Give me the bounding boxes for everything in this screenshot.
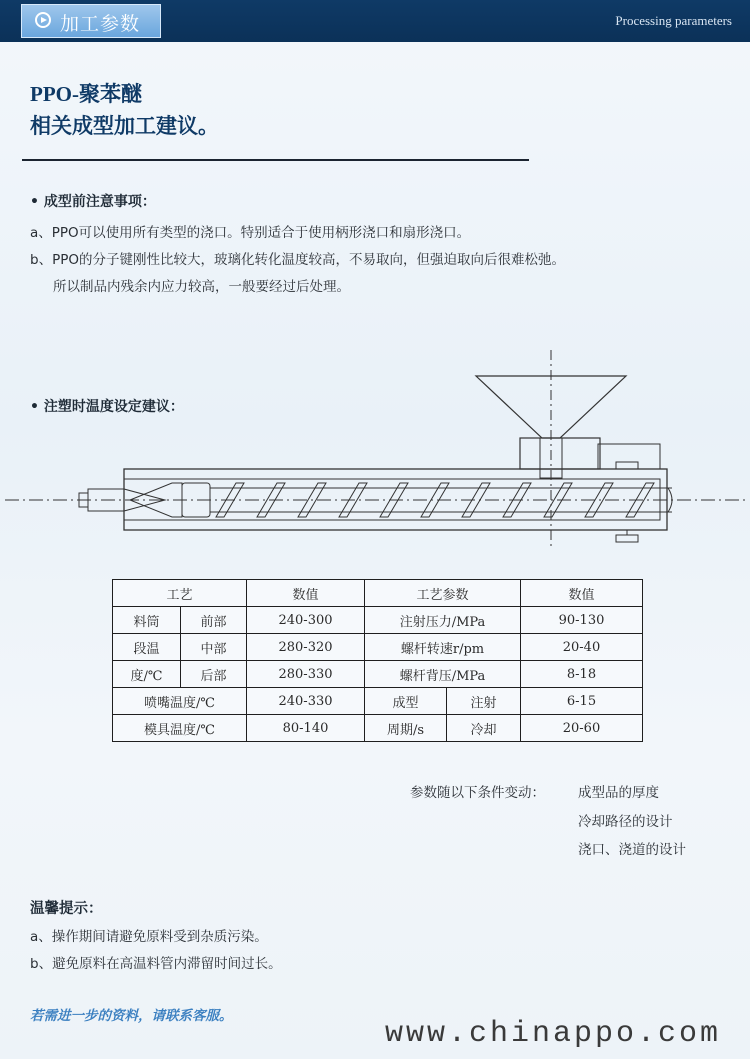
table-cell: 280-330: [247, 661, 365, 688]
precaution-item-b: b、PPO的分子键刚性比较大，玻璃化转化温度较高，不易取向，但强迫取向后很难松弛。: [30, 252, 565, 268]
page-title-line1: PPO-聚苯醚: [30, 82, 142, 106]
table-header-cell: 数值: [247, 580, 365, 607]
table-cell: 注射压力/MPa: [365, 607, 521, 634]
table-cell: 螺杆转速r/pm: [365, 634, 521, 661]
table-cell: 成型: [365, 688, 447, 715]
section-heading-temperature: • 注塑时温度设定建议：: [30, 399, 184, 415]
header-tab: [21, 4, 161, 38]
table-cell: 冷却: [447, 715, 521, 742]
header-bar: [0, 0, 750, 42]
table-cell: 240-300: [247, 607, 365, 634]
table-cell: 螺杆背压/MPa: [365, 661, 521, 688]
table-cell: 模具温度/℃: [113, 715, 247, 742]
play-circle-icon: [35, 12, 51, 28]
table-cell: 喷嘴温度/℃: [113, 688, 247, 715]
table-row: [113, 607, 643, 634]
table-row: [113, 715, 643, 742]
table-row: [113, 688, 643, 715]
table-cell: 前部: [181, 607, 247, 634]
table-header-cell: 工艺参数: [365, 580, 521, 607]
table-cell: 240-330: [247, 688, 365, 715]
table-cell: 段温: [113, 634, 181, 661]
table-header-cell: 数值: [521, 580, 643, 607]
table-cell: 度/℃: [113, 661, 181, 688]
table-header-row: [113, 580, 643, 607]
table-cell: 280-320: [247, 634, 365, 661]
table-cell: 90-130: [521, 607, 643, 634]
conditions-label: 参数随以下条件变动：: [410, 785, 545, 801]
section-heading-precautions: • 成型前注意事项：: [30, 194, 156, 210]
table-cell: 中部: [181, 634, 247, 661]
tips-heading: 温馨提示：: [30, 901, 103, 917]
condition-item: 浇口、浇道的设计: [578, 842, 686, 858]
precaution-item-b-continued: 所以制品内残余内应力较高，一般要经过后处理。: [53, 279, 350, 295]
table-cell: 20-60: [521, 715, 643, 742]
table-cell: 后部: [181, 661, 247, 688]
table-header-cell: 工艺: [113, 580, 247, 607]
title-divider: [22, 159, 529, 161]
condition-item: 成型品的厚度: [578, 785, 659, 801]
contact-note: 若需进一步的资料，请联系客服。: [30, 1008, 233, 1024]
table-cell: 周期/s: [365, 715, 447, 742]
precaution-item-a: a、PPO可以使用所有类型的浇口。特别适合于使用柄形浇口和扇形浇口。: [30, 225, 471, 241]
page-title-line2: 相关成型加工建议。: [30, 114, 219, 138]
table-row: [113, 661, 643, 688]
injection-machine-diagram: [0, 350, 750, 560]
tip-item-b: b、避免原料在高温料管内滞留时间过长。: [30, 956, 282, 972]
table-cell: 料筒: [113, 607, 181, 634]
table-cell: 80-140: [247, 715, 365, 742]
table-cell: 6-15: [521, 688, 643, 715]
tip-item-a: a、操作期间请避免原料受到杂质污染。: [30, 929, 268, 945]
header-tab-label: 加工参数: [60, 13, 141, 35]
table-row: [113, 634, 643, 661]
table-cell: 20-40: [521, 634, 643, 661]
condition-item: 冷却路径的设计: [578, 814, 673, 830]
processing-parameters-table: [112, 579, 643, 742]
table-cell: 注射: [447, 688, 521, 715]
website-url: www.chinappo.com: [385, 1017, 722, 1051]
header-english-label: Processing parameters: [615, 13, 732, 28]
table-cell: 8-18: [521, 661, 643, 688]
